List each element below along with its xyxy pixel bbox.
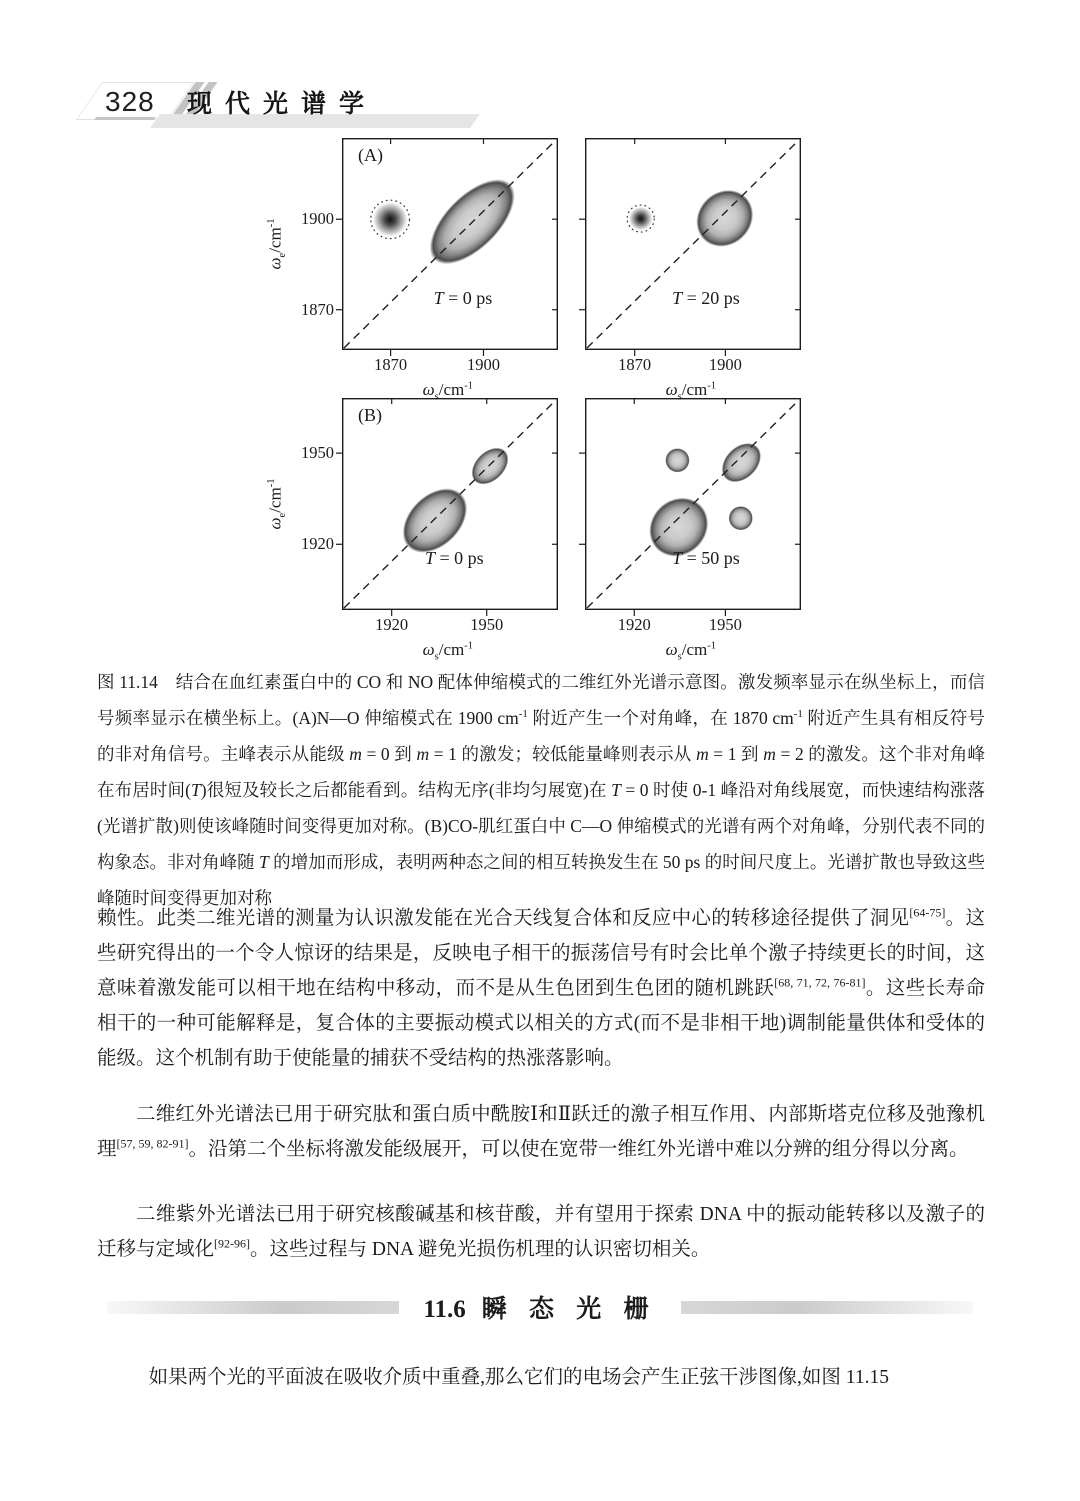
text-run: 。这些长寿命相干的一种可能解释是，复合体的主要振动模式以相关的方式(而不是非相干地)调制能量供体和受体的能级。这个机制有助于使能量的捕获不受结构的热涨落影响。 — [97, 978, 985, 1069]
x-axis-label — [665, 640, 717, 663]
text-run: /cm — [265, 227, 285, 253]
page-number: 328 — [105, 86, 155, 117]
body-paragraph-2 — [97, 1097, 985, 1167]
time-variable: T — [672, 548, 683, 568]
plot-area — [585, 398, 801, 610]
sup-text-run: -1 — [265, 218, 277, 228]
text-run: /cm — [265, 487, 285, 513]
time-value: = 50 ps — [682, 548, 740, 568]
x-tick-label: 1920 — [375, 615, 409, 634]
sup-text-run: [64-75] — [909, 905, 946, 920]
spectrum-panel-B-T0 — [265, 398, 558, 663]
x-tick-label: 1870 — [618, 355, 652, 374]
positive-peak-blob — [729, 506, 753, 530]
figure-11-14-panels — [265, 128, 842, 680]
text-run: 。沿第二个坐标将激发能级展开，可以使在宽带一维红外光谱中难以分辨的组分得以分离。 — [188, 1139, 969, 1160]
time-value: = 0 ps — [434, 548, 484, 568]
text-run: /cm — [681, 640, 708, 659]
i-text-run: T — [259, 852, 269, 872]
i-text-run: ω — [665, 640, 678, 659]
text-run: 如果两个光的平面波在吸收介质中重叠,那么它们的电场会产生正弦干涉图像,如图 11.15 — [148, 1367, 889, 1388]
sup-text-run: -1 — [707, 640, 717, 652]
i-text-run: T — [191, 780, 201, 800]
y-tick-label: 1870 — [301, 299, 334, 319]
text-run: 的增加而形成，表明两种态之间的相互转换发生在 50 ps 的时间尺度上。光谱扩散也导致这些峰随时间变得更加对称 — [97, 852, 986, 908]
text-run: /cm — [438, 640, 465, 659]
sub-text-run: e — [276, 512, 288, 518]
figure-caption — [97, 664, 985, 916]
positive-peak-blob — [714, 435, 769, 490]
diagonal-dashed-line — [587, 140, 799, 348]
population-time-label — [434, 288, 493, 309]
y-axis-label — [264, 398, 286, 610]
sub-text-run: s — [434, 651, 439, 663]
time-variable: T — [424, 548, 435, 568]
text-run: = 0 到 — [361, 744, 417, 764]
i-text-run: m — [416, 744, 430, 764]
sup-text-run: [57, 59, 82-91] — [116, 1136, 189, 1151]
i-text-run: m — [696, 744, 709, 764]
y-axis-label-text — [265, 218, 288, 270]
positive-peak-blob — [685, 178, 765, 258]
y-tick-label: 1920 — [301, 534, 334, 554]
spectrum-panel-B-T50 — [585, 398, 801, 663]
x-tick-label: 1900 — [466, 355, 500, 374]
text-run: 赖性。此类二维光谱的测量为认识激发能在光合天线复合体和反应中心的转移途径提供了洞见 — [97, 908, 910, 929]
text-run: 二维红外光谱法已用于研究肽和蛋白质中酰胺Ⅰ和Ⅱ跃迁的激子相互作用、内部斯塔克位移及弛豫机理 — [97, 1104, 985, 1160]
text-run: = 1 到 — [708, 744, 764, 764]
i-text-run: ω — [265, 257, 285, 270]
body-paragraph-3 — [97, 1197, 985, 1267]
text-run: 二维紫外光谱法已用于研究核酸碱基和核苷酸，并有望用于探索 DNA 中的振动能转移以及激子的迁移与定域化 — [97, 1204, 985, 1260]
text-run: 。这些研究得出的一个令人惊讶的结果是，反映电子相干的振荡信号有时会比单个激子持续更长的时间，这意味着激发能可以相干地在结构中移动，而不是从生色团到生色团的随机跳跃 — [97, 908, 985, 999]
plot-area — [342, 138, 558, 350]
text-run: )很短及较长之后都能看到。结构无序(非均匀展宽)在 — [200, 780, 612, 800]
book-title: 现代光谱学 — [187, 91, 378, 118]
sup-text-run: [68, 71, 72, 76-81] — [774, 975, 866, 990]
i-text-run: ω — [422, 380, 435, 399]
heading-text — [423, 1289, 656, 1325]
section-title: 瞬 态 光 栅 — [481, 1296, 657, 1323]
x-tick-label: 1920 — [617, 615, 651, 634]
y-axis-label-text — [265, 478, 288, 530]
text-run: = 0 时使 0-1 峰沿对角线展宽，而快速结构涨落(光谱扩散)则使该峰随时间变得更加对称。(B)CO-肌红蛋白中 C—O 伸缩模式的光谱有两个对角峰，分别代表不同的构象态。非对角峰随 — [97, 780, 986, 872]
i-text-run: T — [611, 780, 621, 800]
sub-text-run: s — [677, 391, 682, 403]
heading-bar-right — [681, 1301, 973, 1314]
panel-letter: (B) — [358, 405, 382, 425]
population-time-label — [425, 548, 484, 569]
panel-letter: (A) — [358, 145, 383, 165]
time-variable: T — [433, 288, 444, 308]
sup-text-run: [92-96] — [214, 1236, 251, 1251]
x-tick-label: 1870 — [374, 355, 408, 374]
text-run: /cm — [681, 380, 708, 399]
x-tick-label: 1900 — [708, 355, 742, 374]
sub-text-run: s — [677, 651, 682, 663]
sup-text-run: -1 — [464, 640, 474, 652]
negative-peak-blob — [628, 206, 653, 231]
body-paragraph-1 — [97, 901, 985, 1076]
plot-area — [342, 398, 558, 610]
x-axis-label — [422, 380, 474, 403]
section-number: 11.6 — [423, 1296, 466, 1323]
negative-peak-blob — [372, 201, 409, 237]
i-text-run: m — [349, 744, 362, 764]
x-axis-label — [422, 640, 474, 663]
x-tick-label: 1950 — [470, 615, 504, 634]
text-run: 附近产生具有相反符号的非对角信号。主峰表示从能级 — [97, 708, 985, 764]
text-run: 。这些过程与 DNA 避免光损伤机理的认识密切相关。 — [250, 1239, 711, 1260]
sup-text-run: -1 — [707, 380, 717, 392]
y-tick-label: 1950 — [301, 443, 334, 463]
positive-peak-blob — [665, 448, 689, 472]
sub-text-run: e — [276, 252, 288, 258]
sup-text-run: -1 — [265, 478, 277, 488]
y-tick-label: 1900 — [301, 209, 334, 229]
y-axis-label — [264, 138, 286, 350]
body-paragraph-4 — [97, 1360, 985, 1395]
i-text-run: ω — [665, 380, 678, 399]
section-heading — [0, 1288, 1080, 1326]
x-axis-label — [665, 380, 717, 403]
population-time-label — [672, 288, 740, 309]
sub-text-run: s — [434, 391, 439, 403]
i-text-run: ω — [265, 517, 285, 530]
text-run: 附近产生一个对角峰，在 1870 cm — [527, 708, 794, 728]
i-text-run: ω — [422, 640, 435, 659]
text-run: = 1 的激发；较低能量峰则表示从 — [429, 744, 697, 764]
positive-peak-blob — [464, 441, 515, 492]
plot-area — [585, 138, 801, 350]
text-run: /cm — [438, 380, 465, 399]
population-time-label — [672, 548, 740, 569]
heading-bar-left — [107, 1301, 399, 1314]
time-value: = 0 ps — [443, 288, 493, 308]
spectrum-panel-A-T20 — [585, 138, 801, 403]
sup-text-run: -1 — [464, 380, 474, 392]
text-run: 图 11.14 结合在血红素蛋白中的 CO 和 NO 配体伸缩模式的二维红外光谱示意图。激发频率显示在纵坐标上，而信号频率显示在横坐标上。(A)N—O 伸缩模式在 1900 cm — [97, 672, 985, 728]
time-value: = 20 ps — [682, 288, 740, 308]
i-text-run: m — [763, 744, 776, 764]
sup-text-run: -1 — [518, 708, 528, 721]
time-variable: T — [672, 288, 683, 308]
spectrum-panel-A-T0 — [265, 138, 558, 403]
sup-text-run: -1 — [793, 708, 803, 721]
x-tick-label: 1950 — [708, 615, 742, 634]
text-run: = 2 的激发。这个非对角峰在布居时间( — [97, 744, 986, 800]
